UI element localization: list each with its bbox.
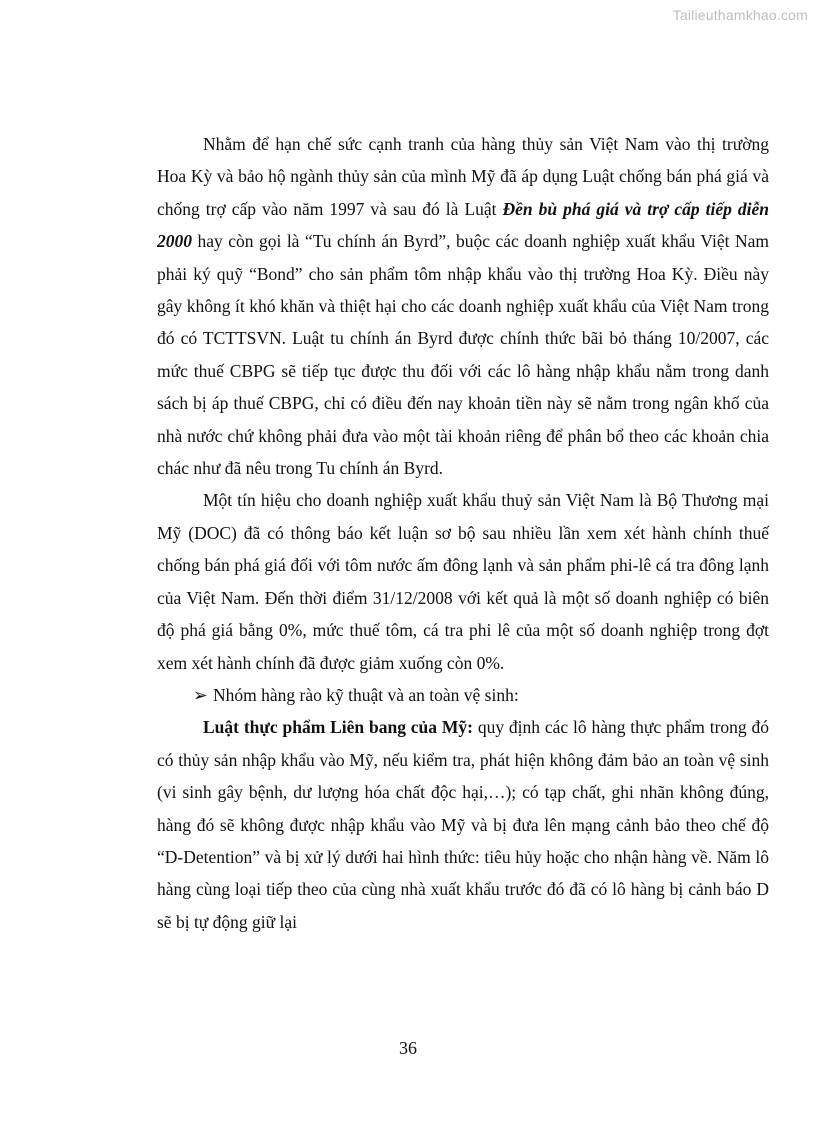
page-number: 36 <box>399 1038 417 1058</box>
page-body <box>157 128 769 938</box>
paragraph-anti-dumping-text-cont: hay còn gọi là “Tu chính án Byrd”, buộc các doanh nghiệp xuất khẩu Việt Nam phải ký quỹ “Bond” cho sản phẩm tôm nhập khẩu vào thị trường Hoa Kỳ. Điều này gây không ít khó khăn và thiệt hại cho các doanh nghiệp xuất khẩu của Việt Nam trong đó có TCTTSVN. Luật tu chính án Byrd được chính thức bãi bỏ tháng 10/2007, các mức thuế CBPG sẽ tiếp tục được thu đối với các lô hàng nhập khẩu nằm trong danh sách bị áp thuế CBPG, chỉ có điều đến nay khoản tiền này sẽ nằm trong ngân khố của nhà nước chứ không phải đưa vào một tài khoản riêng để phân bổ theo các khoản chia chác như đã nêu trong Tu chính án Byrd. <box>157 231 769 479</box>
bullet-heading-text: Nhóm hàng rào kỹ thuật và an toàn vệ sinh: <box>213 684 519 705</box>
paragraph-anti-dumping <box>157 128 769 484</box>
paragraph-anti-dumping-text: Nhằm để hạn chế sức cạnh tranh của hàng thủy sản Việt Nam vào thị trường Hoa Kỳ và bảo hộ ngành thủy sản của mình Mỹ đã áp dụng Luật chống bán phá giá và chống trợ cấp vào năm 1997 và sau đó là Luật <box>157 134 769 219</box>
federal-food-law-title: Luật thực phẩm Liên bang của Mỹ: <box>203 717 473 738</box>
law-name-emphasis: Đền bù phá giá và trợ cấp tiếp diễn 2000 <box>157 198 770 252</box>
arrow-bullet-icon: ➢ <box>193 684 208 705</box>
paragraph-federal-food-law-text: quy định các lô hàng thực phẩm trong đó có thủy sản nhập khẩu vào Mỹ, nếu kiểm tra, phát hiện không đảm bảo an toàn vệ sinh (vi sinh gây bệnh, dư lượng hóa chất độc hại,…); có tạp chất, ghi nhãn không đúng, hàng đó sẽ không được nhập khẩu vào Mỹ và bị đưa lên mạng cảnh bảo theo chế độ “D-Detention” và bị xử lý dưới hai hình thức: tiêu hủy hoặc cho nhận hàng về. Năm lô hàng cùng loại tiếp theo của cùng nhà xuất khẩu trước đó đã có lô hàng bị cảnh báo D sẽ bị tự động giữ lại <box>157 717 769 932</box>
watermark-text: Tailieuthamkhao.com <box>672 7 808 23</box>
bullet-heading <box>157 679 769 711</box>
paragraph-federal-food-law <box>157 711 769 938</box>
paragraph-doc-signal: Một tín hiệu cho doanh nghiệp xuất khẩu thuỷ sản Việt Nam là Bộ Thương mại Mỹ (DOC) đã có thông báo kết luận sơ bộ sau nhiều lần xem xét hành chính thuế chống bán phá giá đối với tôm nước ấm đông lạnh và sản phẩm phi-lê cá tra đông lạnh của Việt Nam. Đến thời điểm 31/12/2008 với kết quả là một số doanh nghiệp có biên độ phá giá bằng 0%, mức thuế tôm, cá tra phi lê của một số doanh nghiệp trong đợt xem xét hành chính đã được giảm xuống còn 0%. <box>157 490 769 673</box>
